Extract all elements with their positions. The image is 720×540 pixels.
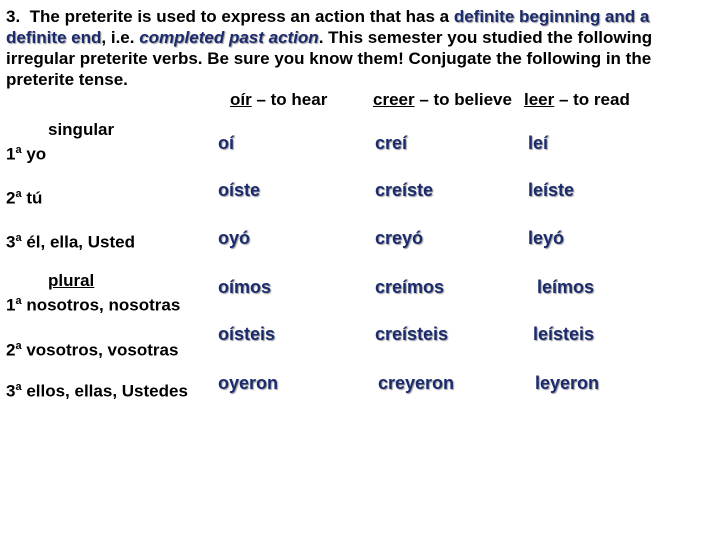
highlight-completed-past-action: completed past action [139,28,319,47]
intro-text-1: The preterite is used to express an action that has a [29,7,454,26]
group-label-singular: singular [48,120,115,139]
verb-header-leer: leer – to read [524,90,630,109]
form-creer-ellos: creyeron [378,373,455,393]
form-creer-yo: creí [375,133,408,153]
form-oir-el: oyó [218,228,251,248]
form-leer-nosotros: leímos [537,277,595,297]
group-label-plural: plural [48,271,95,290]
verb-header-creer: creer – to believe [373,90,512,109]
verb-header-oir: oír – to hear [230,90,328,109]
row-label-2a-tu: 2$^a$ tú [6,188,43,208]
form-leer-tu: leíste [528,180,575,200]
highlight-definite-beginning-end: definite beginning and a definite end [6,7,650,47]
item-number: 3. [6,7,21,26]
form-leer-ellos: leyeron [535,373,600,393]
instructions-paragraph [6,6,714,90]
form-oir-ellos: oyeron [218,373,279,393]
form-creer-nosotros: creímos [375,277,445,297]
form-leer-el: leyó [528,228,565,248]
intro-text-3: . This semester you studied the following irregular preterite verbs. Be sure you know them! Conjugate the following in the preterite tense. [6,28,653,89]
form-oir-nosotros: oímos [218,277,272,297]
form-oir-tu: oíste [218,180,261,200]
intro-text-2: , i.e. [101,28,140,47]
form-oir-vosotros: oísteis [218,324,276,344]
row-label-3a-ellos: 3$^a$ ellos, ellas, Ustedes [6,381,188,401]
row-label-2a-vosotros: 2$^a$ vosotros, vosotras [6,340,179,360]
form-creer-vosotros: creísteis [375,324,449,344]
form-creer-el: creyó [375,228,424,248]
row-label-1a-yo: singular 1$^a$ yo [6,120,115,164]
form-creer-tu: creíste [375,180,434,200]
form-oir-yo: oí [218,133,234,153]
row-label-3a-el-ella-usted: 3$^a$ él, ella, Usted [6,232,135,252]
form-leer-yo: leí [528,133,549,153]
form-leer-vosotros: leísteis [533,324,595,344]
row-label-1a-nosotros: plural 1$^a$ nosotros, nosotras [6,271,181,315]
